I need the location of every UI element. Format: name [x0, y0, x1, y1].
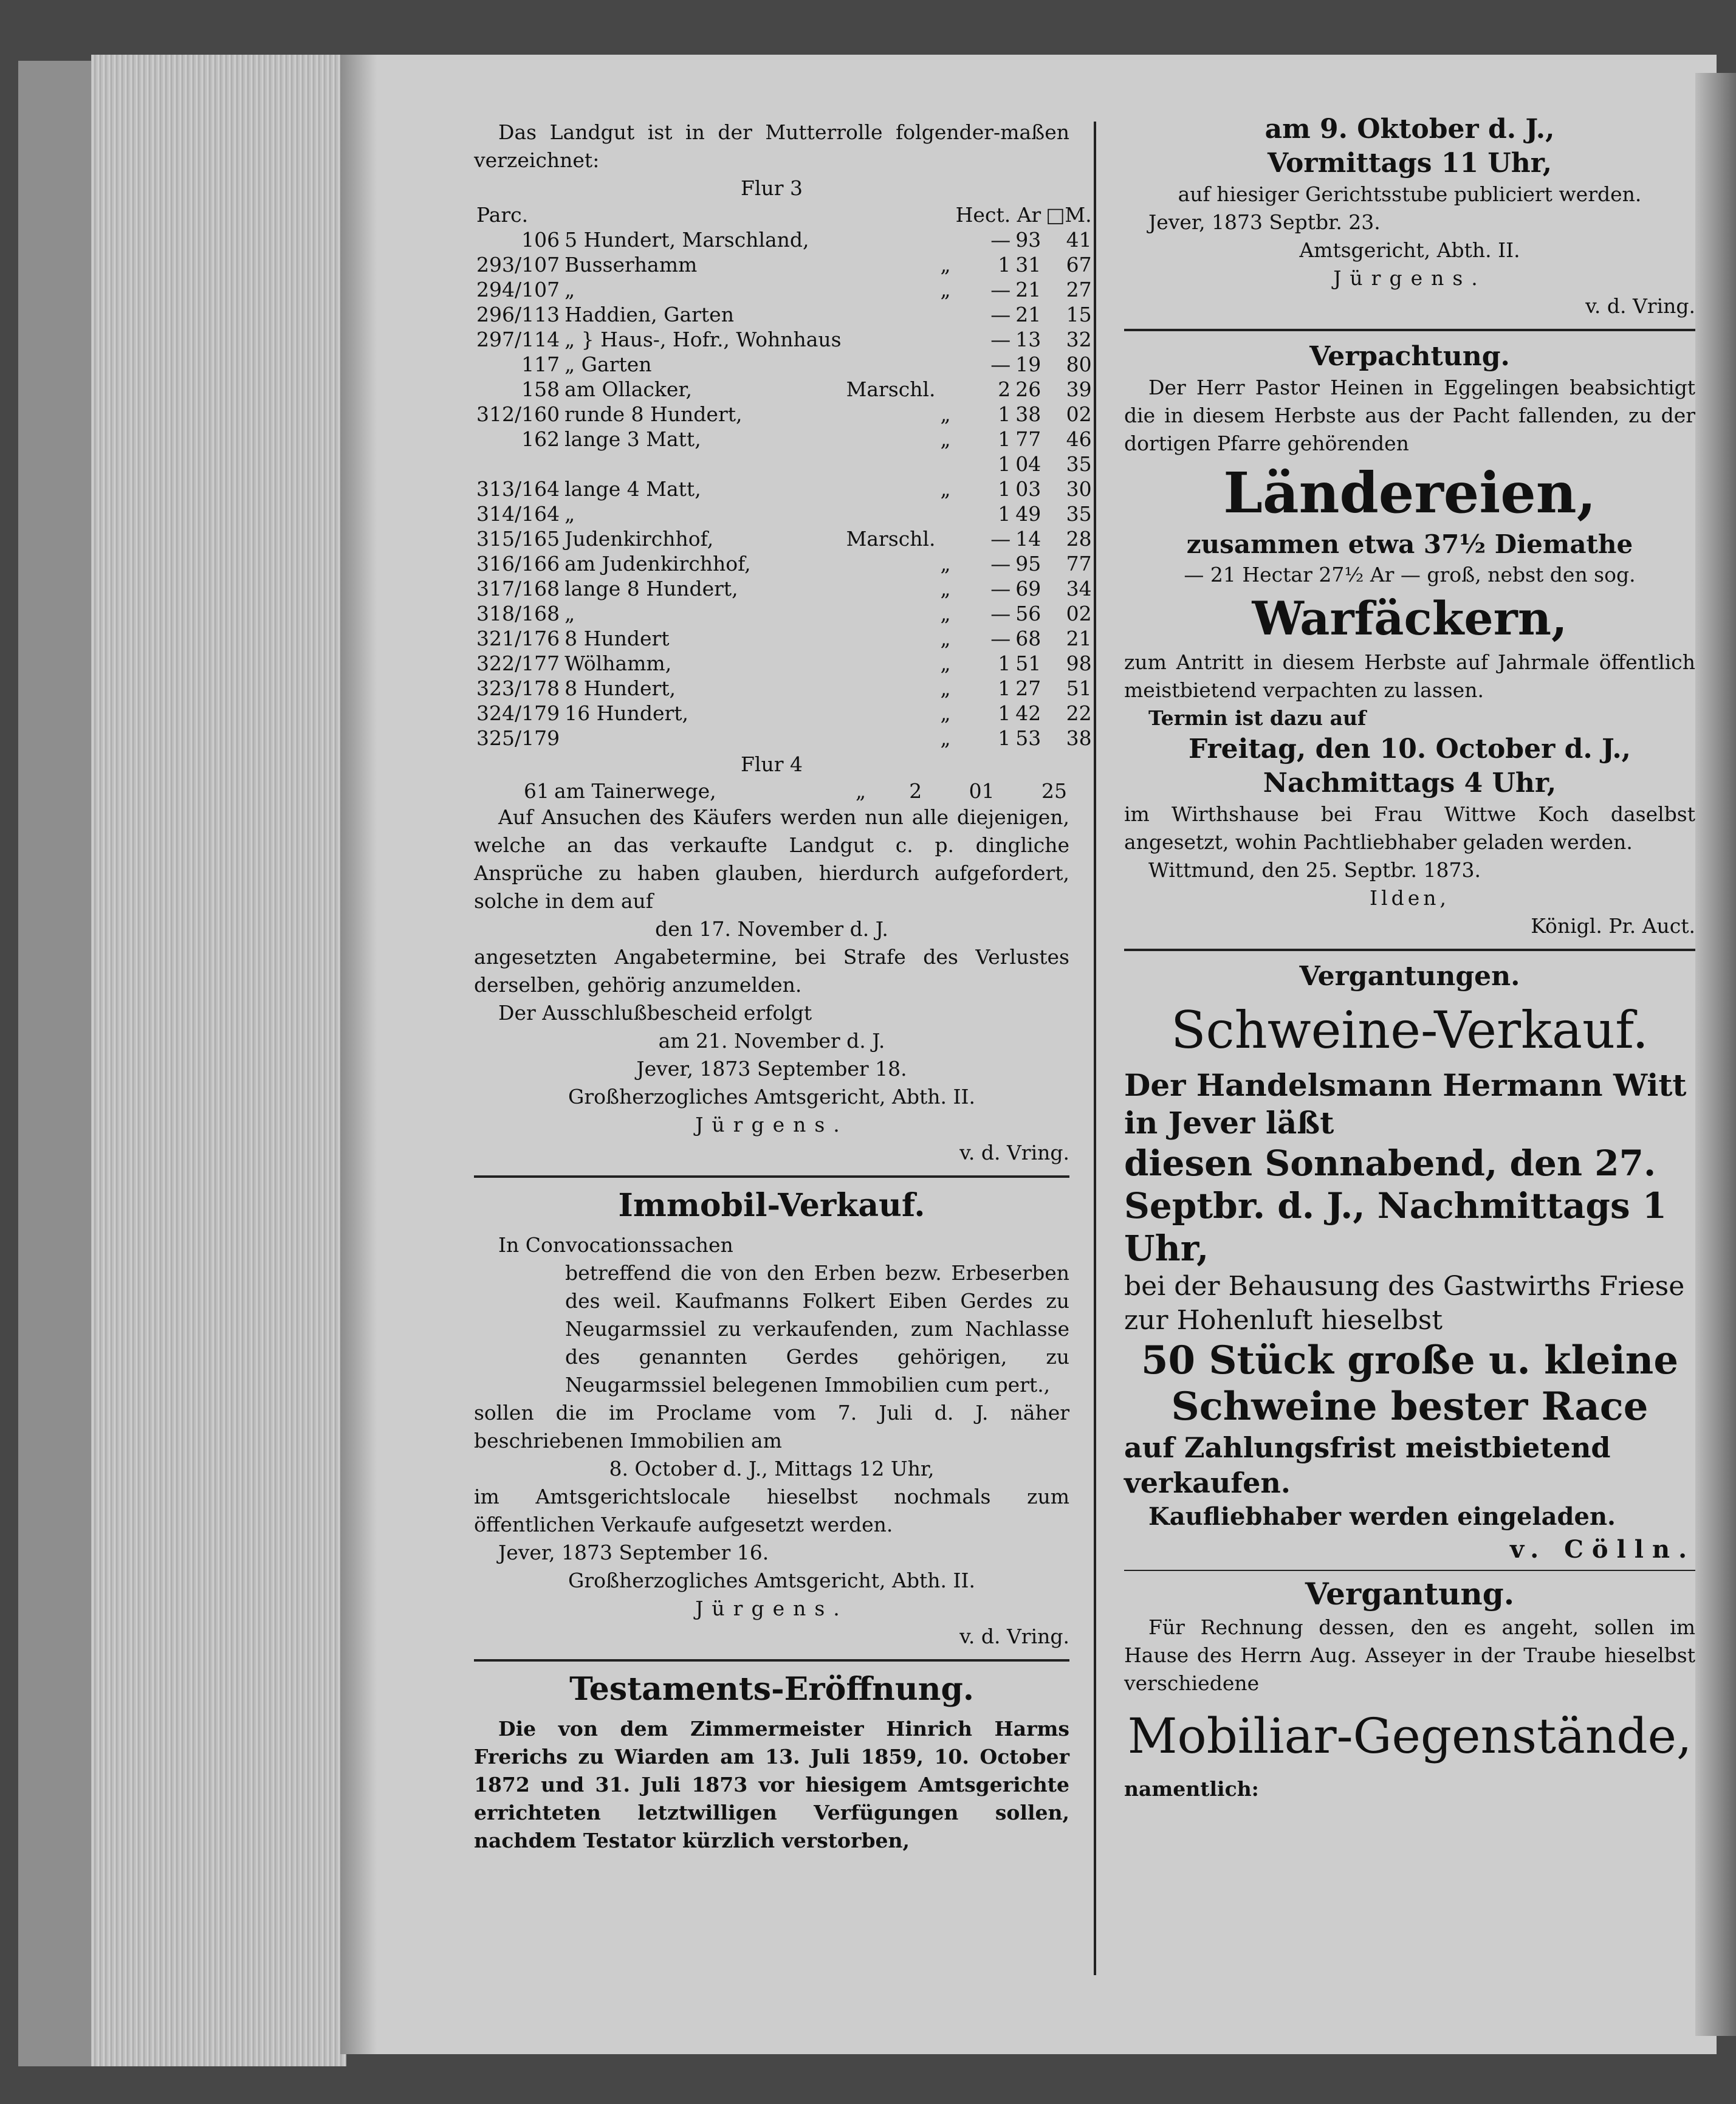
ditto-cell: „ — [940, 651, 951, 675]
ditto-cell: „ — [856, 779, 866, 803]
immobil-l1: In Convocationssachen — [498, 1233, 733, 1257]
parc-cell — [474, 452, 562, 476]
parc-cell: 294/107 — [476, 278, 560, 301]
qm-cell: 30 — [1066, 477, 1092, 501]
ar-cell: 19 — [1015, 352, 1041, 376]
parc-cell: 296/113 — [476, 303, 560, 326]
verpachtung-title2: Königl. Pr. Auct. — [1531, 914, 1695, 938]
table-row — [474, 779, 1069, 803]
table-row — [474, 701, 1094, 726]
table-row — [474, 227, 1094, 252]
hect-cell: 1 — [998, 427, 1011, 451]
verpachtung-l1: Der Herr Pastor Heinen in Eggelingen beabsichtigt die in diesem Herbste aus der Pacht fallenden, zu der dortigen Pfarre gehörenden — [1124, 376, 1695, 455]
ditto-cell: „ — [940, 577, 951, 600]
table-row — [474, 651, 1094, 676]
ditto-cell: „ — [940, 726, 951, 750]
top-l1: auf hiesiger Gerichtsstube publiciert werden. — [1178, 182, 1642, 206]
parc-cell: 313/164 — [476, 477, 560, 501]
parc-cell: 117 — [521, 352, 560, 376]
left-column — [474, 119, 1092, 1855]
verpachtung-signer: Ilden, — [1370, 886, 1450, 910]
table-row — [474, 302, 1094, 327]
table-row — [474, 676, 1094, 701]
immobil-l3: sollen die im Proclame vom 7. Juli d. J. näher beschriebenen Immobilien am — [474, 1401, 1069, 1453]
name-cell: Wölhamm, — [564, 651, 672, 675]
kind-cell — [844, 402, 938, 427]
kind-cell — [844, 427, 938, 452]
verpachtung-termin: Termin ist dazu auf — [1148, 706, 1367, 730]
qm-cell: 98 — [1066, 651, 1092, 675]
testament-text: Die von dem Zimmermeister Hinrich Harms Frerichs zu Wiarden am 13. Juli 1859, 10. October 1872 und 31. Juli 1873 vor hiesigem Amtsgerichte errichteten letztwilligen Verfügungen sollen, nachdem Testator kürzlich verstorben, — [474, 1717, 1069, 1852]
ditto-cell — [938, 327, 953, 352]
parcel-body — [474, 227, 1094, 751]
hect-cell: 1 — [998, 402, 1011, 426]
name-cell: „ — [564, 278, 575, 301]
table-row — [474, 601, 1094, 626]
ar-header: Ar — [1017, 203, 1041, 227]
name-cell: runde 8 Hundert, — [564, 402, 743, 426]
ar-cell: 27 — [1015, 676, 1041, 700]
table-row — [474, 526, 1094, 551]
top-date: am 9. Oktober d. J., — [1264, 114, 1555, 145]
ditto-cell: „ — [940, 552, 951, 576]
schweine-l4: 50 Stück große u. kleine Schweine bester Race — [1141, 1338, 1679, 1429]
vergantung-l1: Für Rechnung dessen, den es angeht, sollen im Hause des Herrn Aug. Asseyer in der Traube hieselbst verschiedene — [1124, 1615, 1695, 1695]
qm-cell: 80 — [1066, 352, 1092, 376]
ar-cell: 49 — [1015, 502, 1041, 526]
name-cell — [562, 452, 844, 476]
hect-cell: 1 — [998, 253, 1011, 277]
qm-cell: 22 — [1066, 701, 1092, 725]
qm-cell: 02 — [1066, 602, 1092, 625]
schweine-l2: diesen Sonnabend, den 27. Septbr. d. J., Nachmittags 1 Uhr, — [1124, 1143, 1667, 1269]
laendereien-heading: Ländereien, — [1223, 460, 1596, 526]
name-cell: „ } Haus-, Hofr., Wohnhaus — [564, 328, 842, 351]
ar-cell: 56 — [1015, 602, 1041, 625]
hect-cell: — — [990, 328, 1011, 351]
ar-cell: 95 — [1015, 552, 1041, 576]
ar-cell: 21 — [1015, 303, 1041, 326]
hect-cell: — — [990, 602, 1011, 625]
immobil-signer: Jürgens. — [695, 1597, 848, 1620]
qm-cell: 35 — [1066, 452, 1092, 476]
table-row — [474, 377, 1094, 402]
top-clerk: v. d. Vring. — [1585, 294, 1695, 318]
kind-cell — [844, 626, 938, 651]
hect-cell: 1 — [998, 502, 1011, 526]
kind-cell — [844, 476, 938, 501]
ar-cell: 53 — [1015, 726, 1041, 750]
schweine-heading: Schweine-Verkauf. — [1171, 1000, 1649, 1060]
ar-cell: 93 — [1015, 228, 1041, 252]
section-rule — [1124, 329, 1695, 331]
name-cell: „ — [564, 502, 575, 526]
kind-cell — [844, 327, 938, 352]
hect-cell: 1 — [998, 452, 1011, 476]
parc-cell: 322/177 — [476, 651, 560, 675]
parc-cell: 324/179 — [476, 701, 560, 725]
hect-cell: 1 — [998, 726, 1011, 750]
kind-cell — [844, 701, 938, 726]
table-row — [474, 476, 1094, 501]
top-place-date: Jever, 1873 Septbr. 23. — [1148, 210, 1381, 234]
table-row — [474, 327, 1094, 352]
vergantung-l2: namentlich: — [1124, 1777, 1259, 1801]
ar-cell: 13 — [1015, 328, 1041, 351]
ar-cell: 03 — [1015, 477, 1041, 501]
name-cell: am Ollacker, — [564, 377, 693, 401]
hect-cell: 1 — [998, 701, 1011, 725]
ditto-cell: „ — [940, 477, 951, 501]
hect-cell: — — [990, 278, 1011, 301]
qm-cell: 32 — [1066, 328, 1092, 351]
notice-place-date: Jever, 1873 September 18. — [636, 1057, 907, 1081]
hect-cell: 1 — [998, 651, 1011, 675]
top-time: Vormittags 11 Uhr, — [1267, 148, 1552, 179]
ditto-cell — [938, 452, 953, 476]
ar-cell: 69 — [1015, 577, 1041, 600]
kind-cell — [844, 726, 938, 751]
parc-cell: 61 — [524, 779, 549, 803]
table-row — [474, 252, 1094, 277]
hect-cell: 2 — [998, 377, 1011, 401]
ditto-cell — [938, 501, 953, 526]
qm-cell: 51 — [1066, 676, 1092, 700]
warf-heading: Warfäckern, — [1252, 591, 1568, 645]
vergantung-title: Vergantung. — [1305, 1576, 1515, 1612]
ar-cell: 04 — [1015, 452, 1041, 476]
qm-cell: 67 — [1066, 253, 1092, 277]
ditto-cell: „ — [940, 701, 951, 725]
kind-cell — [844, 227, 938, 252]
name-cell: Busserhamm — [564, 253, 698, 277]
name-cell: „ — [564, 602, 575, 625]
qm-cell: 27 — [1066, 278, 1092, 301]
ar-cell: 31 — [1015, 253, 1041, 277]
flur3-heading: Flur 3 — [741, 176, 803, 200]
ar-cell: 26 — [1015, 377, 1041, 401]
hect-cell: 1 — [998, 477, 1011, 501]
hect-cell: — — [990, 303, 1011, 326]
top-court: Amtsgericht, Abth. II. — [1299, 238, 1520, 262]
hect-cell: — — [990, 527, 1011, 551]
qm-cell: 21 — [1066, 627, 1092, 650]
table-row — [474, 427, 1094, 452]
verpachtung-l2: zum Antritt in diesem Herbste auf Jahrmale öffentlich meistbietend verpachten zu lassen. — [1124, 650, 1695, 702]
page-stack — [91, 55, 346, 2066]
book-edge — [18, 61, 97, 2066]
hect-cell: — — [990, 627, 1011, 650]
kind-cell — [763, 779, 853, 803]
ditto-cell — [938, 302, 953, 327]
schweine-l6: Kaufliebhaber werden eingeladen. — [1148, 1502, 1616, 1531]
ar-cell: 01 — [969, 779, 995, 803]
parc-cell: 316/166 — [476, 552, 560, 576]
parc-cell: 158 — [521, 377, 560, 401]
kind-cell — [844, 501, 938, 526]
table-row — [474, 626, 1094, 651]
ar-cell: 42 — [1015, 701, 1041, 725]
kind-cell — [844, 452, 938, 476]
table-row — [474, 576, 1094, 601]
parcel-header-row — [474, 202, 1094, 227]
ditto-cell — [938, 352, 953, 377]
section-rule — [474, 1659, 1069, 1662]
notice-para3: Der Ausschlußbescheid erfolgt — [498, 1001, 812, 1025]
immobil-court: Großherzogliches Amtsgericht, Abth. II. — [568, 1569, 976, 1592]
name-cell — [562, 726, 844, 751]
immobil-title: Immobil-Verkauf. — [618, 1187, 925, 1224]
name-cell: Haddien, Garten — [564, 303, 734, 326]
ar-cell: 14 — [1015, 527, 1041, 551]
parc-cell: 317/168 — [476, 577, 560, 600]
immobil-l2: betreffend die von den Erben bezw. Erbeserben des weil. Kaufmanns Folkert Eiben Gerdes zu Neugarmssiel zu verkaufenden, zum Nachlasse des genannten Gerdes gehörigen, zu Neugarmssiel belegenen Immobilien cum pert., — [565, 1261, 1069, 1397]
parc-cell: 321/176 — [476, 627, 560, 650]
table-row — [474, 501, 1094, 526]
mobiliar-heading: Mobiliar-Gegenstände, — [1127, 1708, 1692, 1764]
immobil-l4: im Amtsgerichtslocale hieselbst nochmals zum öffentlichen Verkaufe aufgesetzt werden. — [474, 1485, 1069, 1536]
immobil-date: 8. October d. J., Mittags 12 Uhr, — [609, 1457, 935, 1480]
kind-cell — [844, 551, 938, 576]
notice-signer: Jürgens. — [695, 1113, 848, 1136]
schweine-l1: Der Handelsmann Hermann Witt in Jever läßt — [1124, 1067, 1687, 1141]
ar-cell: 21 — [1015, 278, 1041, 301]
kind-cell — [844, 252, 938, 277]
flur4-table — [474, 779, 1069, 803]
parc-header: Parc. — [476, 203, 529, 227]
ditto-cell: „ — [940, 278, 951, 301]
ditto-cell — [938, 377, 953, 402]
qm-header: □M. — [1046, 203, 1092, 227]
parc-cell: 323/178 — [476, 676, 560, 700]
section-rule — [1124, 949, 1695, 951]
ditto-cell — [938, 227, 953, 252]
kind-cell — [844, 651, 938, 676]
qm-cell: 34 — [1066, 577, 1092, 600]
name-cell: 8 Hundert — [564, 627, 670, 650]
schweine-signer: v. Cölln. — [1510, 1535, 1695, 1564]
kind-cell — [844, 576, 938, 601]
hect-cell: 1 — [998, 676, 1011, 700]
table-row — [474, 402, 1094, 427]
verpachtung-time: Nachmittags 4 Uhr, — [1263, 768, 1557, 799]
name-cell: 8 Hundert, — [564, 676, 676, 700]
ditto-cell: „ — [940, 676, 951, 700]
notice-court: Großherzogliches Amtsgericht, Abth. II. — [568, 1085, 976, 1109]
qm-cell: 35 — [1066, 502, 1092, 526]
name-cell: am Tainerwege, — [554, 779, 716, 803]
verpachtung-l3: im Wirthshause bei Frau Wittwe Koch daselbst angesetzt, wohin Pachtliebhaber geladen werden. — [1124, 802, 1695, 854]
verpachtung-date: Freitag, den 10. October d. J., — [1188, 734, 1631, 765]
qm-cell: 46 — [1066, 427, 1092, 451]
ditto-cell: „ — [940, 402, 951, 426]
parc-cell: 297/114 — [476, 328, 560, 351]
qm-cell: 77 — [1066, 552, 1092, 576]
right-column — [1124, 112, 1695, 1803]
parc-cell: 162 — [521, 427, 560, 451]
section-rule — [1124, 1570, 1695, 1571]
kind-cell: Marschl. — [846, 377, 936, 401]
table-row — [474, 277, 1094, 302]
flur4-heading: Flur 4 — [741, 752, 803, 776]
section-rule — [474, 1175, 1069, 1178]
kind-cell — [844, 352, 938, 377]
hect-cell: — — [990, 352, 1011, 376]
name-cell: „ Garten — [564, 352, 652, 376]
vergantungen-title: Vergantungen. — [1299, 961, 1520, 992]
name-cell: 16 Hundert, — [564, 701, 689, 725]
ditto-cell — [938, 526, 953, 551]
immobil-place-date: Jever, 1873 September 16. — [498, 1541, 769, 1564]
top-signer: Jürgens. — [1333, 266, 1486, 290]
ditto-cell: „ — [940, 627, 951, 650]
ditto-cell: „ — [940, 602, 951, 625]
qm-cell: 02 — [1066, 402, 1092, 426]
parc-cell: 293/107 — [476, 253, 560, 277]
qm-cell: 39 — [1066, 377, 1092, 401]
qm-cell: 28 — [1066, 527, 1092, 551]
notice-para1: Auf Ansuchen des Käufers werden nun alle diejenigen, welche an das verkaufte Landgut c. p. dingliche Ansprüche zu haben glauben, hierdurch aufgefordert, solche in dem auf — [474, 805, 1069, 913]
name-cell: lange 3 Matt, — [564, 427, 701, 451]
ar-cell: 68 — [1015, 627, 1041, 650]
verpachtung-size2: — 21 Hectar 27½ Ar — groß, nebst den sog. — [1184, 563, 1636, 586]
ditto-cell: „ — [940, 427, 951, 451]
name-cell: lange 8 Hundert, — [564, 577, 738, 600]
kind-cell — [844, 676, 938, 701]
page-curl — [1695, 73, 1736, 2036]
qm-cell: 15 — [1066, 303, 1092, 326]
immobil-clerk: v. d. Vring. — [959, 1624, 1069, 1648]
kind-cell — [844, 302, 938, 327]
landgut-intro: Das Landgut ist in der Mutterrolle folgender-maßen verzeichnet: — [474, 120, 1069, 172]
name-cell: Judenkirchhof, — [564, 527, 714, 551]
ditto-cell: „ — [940, 253, 951, 277]
verpachtung-place-date: Wittmund, den 25. Septbr. 1873. — [1148, 858, 1481, 882]
qm-cell: 25 — [1041, 779, 1067, 803]
hect-cell: — — [990, 577, 1011, 600]
hect-cell: — — [990, 228, 1011, 252]
name-cell: am Judenkirchhof, — [564, 552, 751, 576]
page-gutter — [340, 55, 377, 2054]
notice-para2: angesetzten Angabetermine, bei Strafe des Verlustes derselben, gehörig anzumelden. — [474, 945, 1069, 997]
qm-cell: 38 — [1066, 726, 1092, 750]
verpachtung-size: zusammen etwa 37½ Diemathe — [1186, 529, 1633, 559]
parc-cell: 106 — [521, 228, 560, 252]
schweine-l3: bei der Behausung des Gastwirths Friese zur Hohenluft hieselbst — [1124, 1271, 1685, 1336]
hect-cell: 2 — [909, 779, 922, 803]
kind-cell — [844, 601, 938, 626]
parcel-table — [474, 202, 1094, 751]
kind-cell — [844, 277, 938, 302]
ar-cell: 38 — [1015, 402, 1041, 426]
parc-cell: 318/168 — [476, 602, 560, 625]
ar-cell: 51 — [1015, 651, 1041, 675]
schweine-l5: auf Zahlungsfrist meistbietend verkaufen. — [1124, 1431, 1611, 1499]
parc-cell: 314/164 — [476, 502, 560, 526]
table-row — [474, 452, 1094, 476]
name-cell: 5 Hundert, Marschland, — [564, 228, 809, 252]
qm-cell: 41 — [1066, 228, 1092, 252]
name-cell: lange 4 Matt, — [564, 477, 701, 501]
table-row — [474, 726, 1094, 751]
notice-date1: den 17. November d. J. — [655, 917, 888, 941]
hect-cell: — — [990, 552, 1011, 576]
ar-cell: 77 — [1015, 427, 1041, 451]
parc-cell: 325/179 — [476, 726, 560, 750]
notice-date2: am 21. November d. J. — [658, 1029, 885, 1053]
kind-cell: Marschl. — [846, 527, 936, 551]
parc-cell: 315/165 — [476, 527, 560, 551]
notice-clerk: v. d. Vring. — [959, 1141, 1069, 1164]
hect-header: Hect. — [955, 203, 1011, 227]
verpachtung-title: Verpachtung. — [1309, 341, 1510, 372]
parc-cell: 312/160 — [476, 402, 560, 426]
testament-title: Testaments-Eröffnung. — [569, 1671, 974, 1708]
table-row — [474, 352, 1094, 377]
table-row — [474, 551, 1094, 576]
